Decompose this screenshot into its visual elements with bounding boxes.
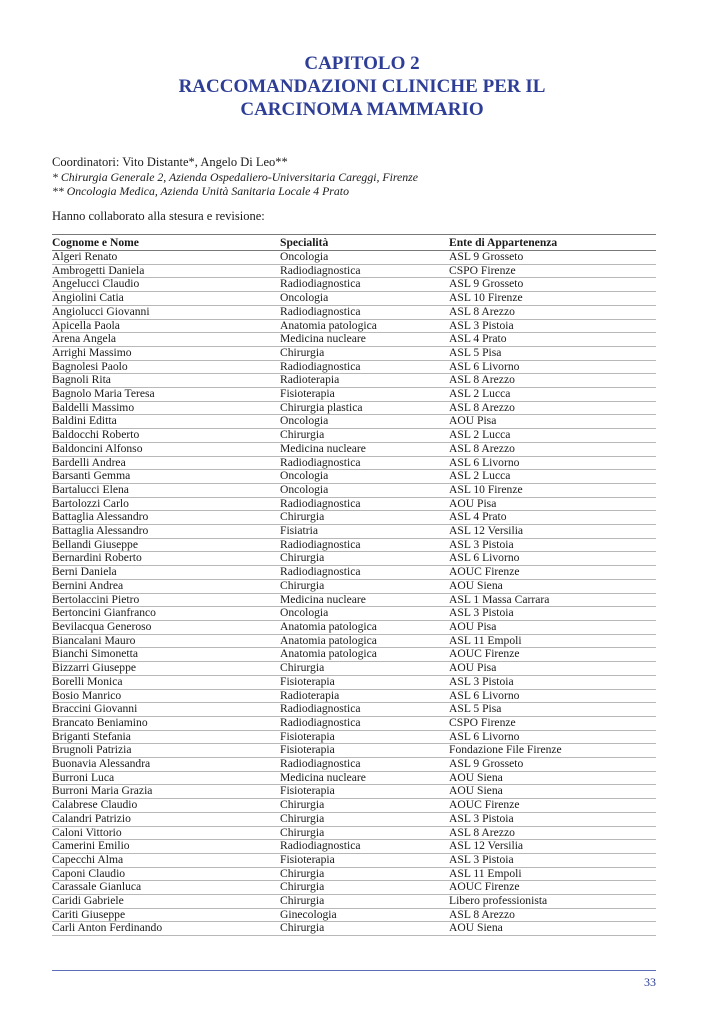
table-row [52, 360, 656, 374]
header-organization: Ente di Appartenenza [449, 235, 656, 251]
cell-organization: ASL 6 Livorno [449, 730, 656, 744]
cell-name: Caloni Vittorio [52, 826, 280, 840]
cell-name: Bevilacqua Generoso [52, 620, 280, 634]
header-specialty: Specialità [280, 235, 449, 251]
cell-specialty: Oncologia [280, 292, 449, 306]
cell-name: Carli Anton Ferdinando [52, 922, 280, 936]
cell-name: Bertolaccini Pietro [52, 593, 280, 607]
cell-organization: ASL 11 Empoli [449, 634, 656, 648]
table-row [52, 744, 656, 758]
cell-name: Buonavia Alessandra [52, 758, 280, 772]
header-name: Cognome e Nome [52, 235, 280, 251]
cell-specialty: Fisiatria [280, 525, 449, 539]
cell-name: Arena Angela [52, 333, 280, 347]
cell-specialty: Ginecologia [280, 908, 449, 922]
cell-organization: ASL 5 Pisa [449, 703, 656, 717]
cell-name: Battaglia Alessandro [52, 511, 280, 525]
cell-organization: AOU Siena [449, 785, 656, 799]
cell-name: Caponi Claudio [52, 867, 280, 881]
cell-name: Calandri Patrizio [52, 812, 280, 826]
cell-organization: ASL 8 Arezzo [449, 305, 656, 319]
cell-name: Bagnolesi Paolo [52, 360, 280, 374]
cell-name: Bizzarri Giuseppe [52, 662, 280, 676]
cell-organization: AOU Pisa [449, 662, 656, 676]
cell-specialty: Fisioterapia [280, 675, 449, 689]
cell-organization: ASL 3 Pistoia [449, 853, 656, 867]
cell-organization: ASL 10 Firenze [449, 483, 656, 497]
cell-name: Capecchi Alma [52, 853, 280, 867]
table-row [52, 799, 656, 813]
chapter-heading [0, 52, 724, 121]
table-row [52, 895, 656, 909]
cell-name: Camerini Emilio [52, 840, 280, 854]
table-row [52, 922, 656, 936]
cell-name: Caridi Gabriele [52, 895, 280, 909]
cell-organization: ASL 1 Massa Carrara [449, 593, 656, 607]
cell-organization: ASL 3 Pistoia [449, 812, 656, 826]
table-row [52, 388, 656, 402]
cell-name: Bardelli Andrea [52, 456, 280, 470]
cell-name: Baldelli Massimo [52, 401, 280, 415]
cell-organization: ASL 4 Prato [449, 511, 656, 525]
table-row [52, 374, 656, 388]
cell-name: Braccini Giovanni [52, 703, 280, 717]
cell-organization: ASL 6 Livorno [449, 552, 656, 566]
table-row [52, 401, 656, 415]
cell-organization: ASL 12 Versilia [449, 525, 656, 539]
cell-organization: ASL 5 Pisa [449, 346, 656, 360]
table-row [52, 319, 656, 333]
coordinator-note-1: * Chirurgia Generale 2, Azienda Ospedaliero-Universitaria Careggi, Firenze [52, 169, 418, 184]
cell-specialty: Chirurgia [280, 429, 449, 443]
cell-specialty: Chirurgia [280, 346, 449, 360]
cell-organization: ASL 4 Prato [449, 333, 656, 347]
cell-organization: ASL 11 Empoli [449, 867, 656, 881]
cell-specialty: Chirurgia [280, 579, 449, 593]
cell-name: Ambrogetti Daniela [52, 264, 280, 278]
cell-specialty: Radiodiagnostica [280, 497, 449, 511]
coordinator-note-2: ** Oncologia Medica, Azienda Unità Sanitaria Locale 4 Prato [52, 184, 349, 198]
cell-specialty: Chirurgia [280, 812, 449, 826]
cell-organization: ASL 8 Arezzo [449, 442, 656, 456]
table-row [52, 292, 656, 306]
cell-specialty: Chirurgia [280, 552, 449, 566]
cell-specialty: Chirurgia [280, 881, 449, 895]
table-row [52, 826, 656, 840]
table-row [52, 840, 656, 854]
cell-organization: ASL 3 Pistoia [449, 675, 656, 689]
table-row [52, 470, 656, 484]
table-row [52, 675, 656, 689]
cell-specialty: Radiodiagnostica [280, 264, 449, 278]
table-row [52, 264, 656, 278]
cell-organization: Fondazione File Firenze [449, 744, 656, 758]
footer-rule [52, 970, 656, 971]
cell-specialty: Oncologia [280, 607, 449, 621]
cell-organization: AOU Siena [449, 922, 656, 936]
collaborators-table [52, 234, 656, 936]
cell-specialty: Anatomia patologica [280, 319, 449, 333]
cell-name: Cariti Giuseppe [52, 908, 280, 922]
cell-name: Calabrese Claudio [52, 799, 280, 813]
cell-specialty: Medicina nucleare [280, 593, 449, 607]
table-row [52, 730, 656, 744]
cell-organization: ASL 10 Firenze [449, 292, 656, 306]
table-row [52, 552, 656, 566]
cell-name: Brugnoli Patrizia [52, 744, 280, 758]
cell-name: Bartalucci Elena [52, 483, 280, 497]
cell-name: Bianchi Simonetta [52, 648, 280, 662]
table-row [52, 758, 656, 772]
table-row [52, 333, 656, 347]
coordinators-line: Coordinatori: Vito Distante*, Angelo Di Leo** [52, 155, 288, 169]
cell-specialty: Chirurgia [280, 662, 449, 676]
cell-specialty: Fisioterapia [280, 853, 449, 867]
cell-name: Apicella Paola [52, 319, 280, 333]
cell-specialty: Oncologia [280, 251, 449, 265]
table-row [52, 771, 656, 785]
cell-name: Angelucci Claudio [52, 278, 280, 292]
cell-organization: AOUC Firenze [449, 566, 656, 580]
cell-organization: ASL 3 Pistoia [449, 607, 656, 621]
cell-name: Bagnolo Maria Teresa [52, 388, 280, 402]
cell-organization: AOUC Firenze [449, 799, 656, 813]
cell-name: Bellandi Giuseppe [52, 538, 280, 552]
cell-name: Angiolucci Giovanni [52, 305, 280, 319]
cell-organization: CSPO Firenze [449, 264, 656, 278]
chapter-title-line2: CARCINOMA MAMMARIO [240, 99, 484, 120]
cell-name: Bartolozzi Carlo [52, 497, 280, 511]
table-row [52, 483, 656, 497]
cell-specialty: Fisioterapia [280, 730, 449, 744]
cell-organization: AOU Pisa [449, 497, 656, 511]
cell-name: Baldini Editta [52, 415, 280, 429]
cell-organization: ASL 8 Arezzo [449, 826, 656, 840]
table-body [52, 251, 656, 936]
cell-specialty: Radiodiagnostica [280, 716, 449, 730]
cell-specialty: Radiodiagnostica [280, 456, 449, 470]
table-row [52, 703, 656, 717]
cell-name: Barsanti Gemma [52, 470, 280, 484]
cell-name: Burroni Luca [52, 771, 280, 785]
cell-specialty: Fisioterapia [280, 785, 449, 799]
cell-organization: AOUC Firenze [449, 881, 656, 895]
table-row [52, 305, 656, 319]
cell-organization: AOU Siena [449, 579, 656, 593]
table-row [52, 525, 656, 539]
table-row [52, 415, 656, 429]
table-row [52, 716, 656, 730]
table-row [52, 867, 656, 881]
cell-organization: AOU Pisa [449, 415, 656, 429]
cell-specialty: Oncologia [280, 415, 449, 429]
cell-organization: ASL 8 Arezzo [449, 401, 656, 415]
table-row [52, 812, 656, 826]
cell-specialty: Oncologia [280, 470, 449, 484]
cell-specialty: Radioterapia [280, 689, 449, 703]
cell-name: Borelli Monica [52, 675, 280, 689]
cell-specialty: Fisioterapia [280, 744, 449, 758]
cell-organization: ASL 6 Livorno [449, 456, 656, 470]
table-row [52, 579, 656, 593]
cell-organization: ASL 9 Grosseto [449, 251, 656, 265]
cell-specialty: Chirurgia [280, 826, 449, 840]
table-row [52, 662, 656, 676]
cell-specialty: Oncologia [280, 483, 449, 497]
cell-specialty: Radiodiagnostica [280, 360, 449, 374]
cell-name: Baldoncini Alfonso [52, 442, 280, 456]
table-row [52, 620, 656, 634]
cell-organization: CSPO Firenze [449, 716, 656, 730]
cell-name: Arrighi Massimo [52, 346, 280, 360]
coordinators-block [52, 155, 672, 199]
table-row [52, 511, 656, 525]
cell-organization: ASL 2 Lucca [449, 470, 656, 484]
table-row [52, 429, 656, 443]
table-row [52, 593, 656, 607]
cell-name: Biancalani Mauro [52, 634, 280, 648]
cell-name: Bertoncini Gianfranco [52, 607, 280, 621]
cell-specialty: Fisioterapia [280, 388, 449, 402]
cell-specialty: Chirurgia [280, 867, 449, 881]
cell-organization: ASL 9 Grosseto [449, 278, 656, 292]
table-row [52, 566, 656, 580]
cell-specialty: Radioterapia [280, 374, 449, 388]
table-row [52, 607, 656, 621]
cell-specialty: Chirurgia plastica [280, 401, 449, 415]
cell-organization: ASL 6 Livorno [449, 689, 656, 703]
page-number: 33 [644, 975, 656, 989]
cell-specialty: Chirurgia [280, 895, 449, 909]
table-row [52, 538, 656, 552]
table-row [52, 689, 656, 703]
table-row [52, 497, 656, 511]
cell-specialty: Chirurgia [280, 922, 449, 936]
cell-organization: ASL 3 Pistoia [449, 538, 656, 552]
cell-organization: ASL 2 Lucca [449, 429, 656, 443]
table-row [52, 442, 656, 456]
cell-organization: ASL 12 Versilia [449, 840, 656, 854]
table-row [52, 853, 656, 867]
cell-specialty: Radiodiagnostica [280, 566, 449, 580]
cell-organization: ASL 9 Grosseto [449, 758, 656, 772]
cell-specialty: Radiodiagnostica [280, 758, 449, 772]
cell-name: Bosio Manrico [52, 689, 280, 703]
table-row [52, 881, 656, 895]
cell-name: Brancato Beniamino [52, 716, 280, 730]
table-row [52, 908, 656, 922]
cell-specialty: Radiodiagnostica [280, 538, 449, 552]
cell-organization: ASL 8 Arezzo [449, 908, 656, 922]
cell-specialty: Radiodiagnostica [280, 278, 449, 292]
cell-organization: Libero professionista [449, 895, 656, 909]
table-header-row [52, 235, 656, 251]
table-row [52, 456, 656, 470]
cell-name: Bernardini Roberto [52, 552, 280, 566]
cell-specialty: Medicina nucleare [280, 771, 449, 785]
cell-specialty: Radiodiagnostica [280, 305, 449, 319]
cell-name: Bernini Andrea [52, 579, 280, 593]
cell-specialty: Anatomia patologica [280, 620, 449, 634]
table-row [52, 346, 656, 360]
cell-organization: AOU Siena [449, 771, 656, 785]
cell-organization: ASL 2 Lucca [449, 388, 656, 402]
cell-name: Bagnoli Rita [52, 374, 280, 388]
cell-specialty: Anatomia patologica [280, 648, 449, 662]
cell-organization: ASL 6 Livorno [449, 360, 656, 374]
collaborators-intro: Hanno collaborato alla stesura e revisione: [52, 209, 265, 223]
cell-organization: ASL 3 Pistoia [449, 319, 656, 333]
cell-name: Carassale Gianluca [52, 881, 280, 895]
table-row [52, 648, 656, 662]
cell-name: Battaglia Alessandro [52, 525, 280, 539]
table-row [52, 251, 656, 265]
cell-name: Baldocchi Roberto [52, 429, 280, 443]
cell-specialty: Medicina nucleare [280, 442, 449, 456]
cell-organization: ASL 8 Arezzo [449, 374, 656, 388]
cell-name: Angiolini Catia [52, 292, 280, 306]
cell-specialty: Chirurgia [280, 511, 449, 525]
cell-specialty: Radiodiagnostica [280, 703, 449, 717]
cell-specialty: Anatomia patologica [280, 634, 449, 648]
cell-name: Burroni Maria Grazia [52, 785, 280, 799]
cell-organization: AOUC Firenze [449, 648, 656, 662]
chapter-title-line1: RACCOMANDAZIONI CLINICHE PER IL [178, 76, 546, 97]
table-row [52, 785, 656, 799]
table-row [52, 278, 656, 292]
cell-name: Berni Daniela [52, 566, 280, 580]
cell-specialty: Medicina nucleare [280, 333, 449, 347]
table-row [52, 634, 656, 648]
chapter-number: CAPITOLO 2 [304, 53, 420, 74]
cell-organization: AOU Pisa [449, 620, 656, 634]
cell-name: Briganti Stefania [52, 730, 280, 744]
cell-specialty: Chirurgia [280, 799, 449, 813]
cell-name: Algeri Renato [52, 251, 280, 265]
cell-specialty: Radiodiagnostica [280, 840, 449, 854]
